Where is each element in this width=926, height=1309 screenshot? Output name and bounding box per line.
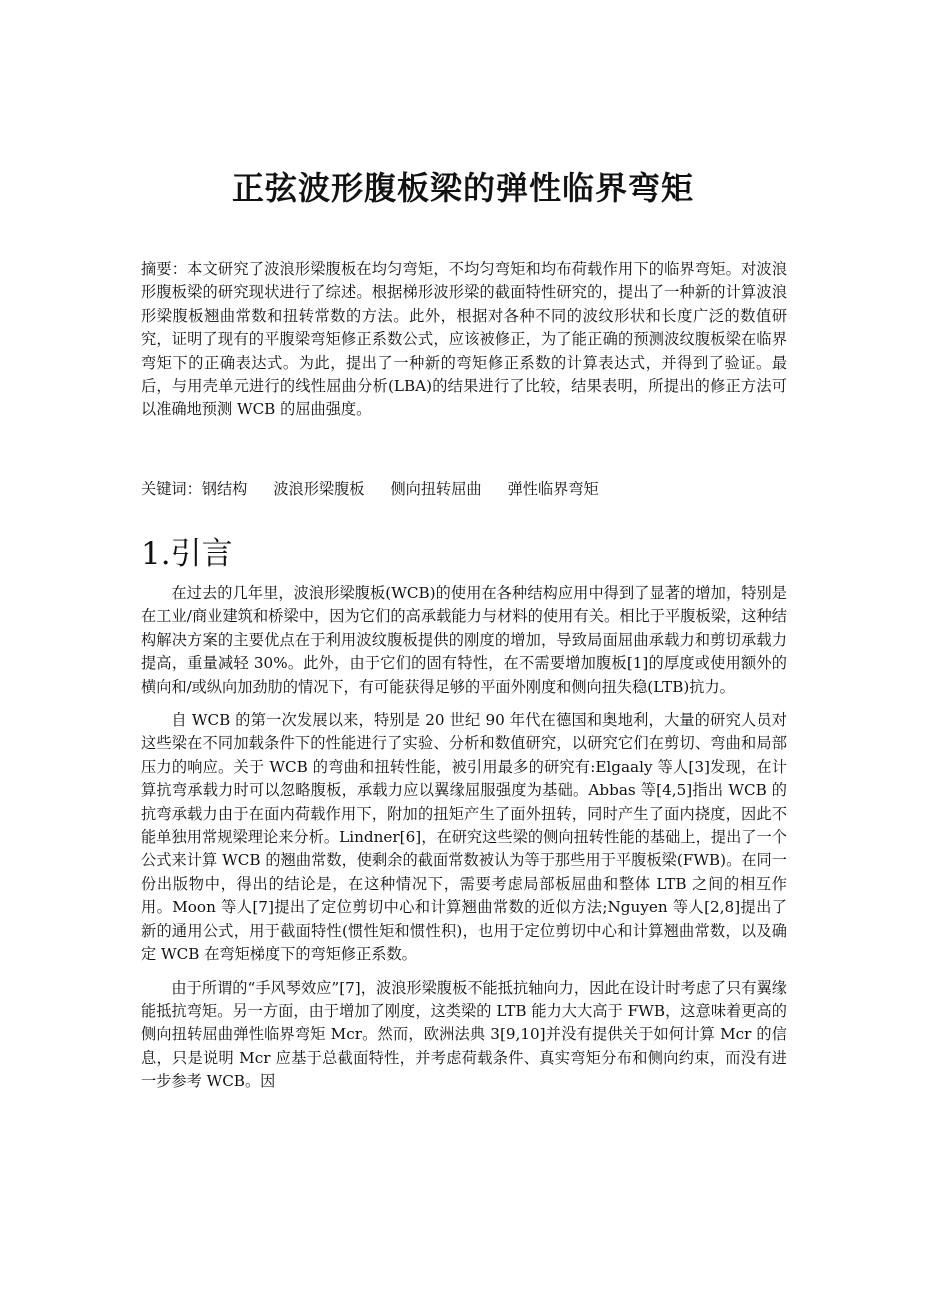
paper-title: 正弦波形腹板梁的弹性临界弯矩 [231,169,694,207]
body-paragraph: 在过去的几年里，波浪形梁腹板(WCB)的使用在各种结构应用中得到了显著的增加，特别是在工业/商业建筑和桥梁中，因为它们的高承载能力与材料的使用有关。相比于平腹板梁，这种结构解决方案的主要优点在于利用波纹腹板提供的刚度的增加，导致局面屈曲承载力和剪切承载力提高，重量减轻 30%。此外，由于它们的固有特性，在不需要增加腹板[1]的厚度或使用额外的横向和/或纵向加劲肋的情况下，有可能获得足够的平面外刚度和侧向扭失稳(LTB)抗力。 [141,584,787,696]
abstract: 摘要：本文研究了波浪形梁腹板在均匀弯矩，不均匀弯矩和均布荷载作用下的临界弯矩。对波浪形腹板梁的研究现状进行了综述。根据梯形波形梁的截面特性研究的，提出了一种新的计算波浪形梁腹板翘曲常数和扭转常数的方法。此外，根据对各种不同的波纹形状和长度广泛的数值研究，证明了现有的平腹梁弯矩修正系数公式，应该被修正，为了能正确的预测波纹腹板梁在临界弯矩下的正确表达式。为此，提出了一种新的弯矩修正系数的计算表达式，并得到了验证。最后，与用壳单元进行的线性屈曲分析(LBA)的结果进行了比较，结果表明，所提出的修正方法可以准确地预测 WCB 的屈曲强度。 [141,260,787,419]
keyword: 弹性临界弯矩 [507,480,599,498]
keyword: 波浪形梁腹板 [273,480,365,498]
keyword: 侧向扭转屈曲 [390,480,482,498]
keywords-label: 关键词： [141,480,202,498]
section-body [141,582,787,1104]
keywords [141,478,787,501]
keyword: 钢结构 [201,480,248,498]
section-heading: 1.引言 [141,536,233,572]
body-paragraph: 自 WCB 的第一次发展以来，特别是 20 世纪 90 年代在德国和奥地利，大量的研究人员对这些梁在不同加载条件下的性能进行了实验、分析和数值研究，以研究它们在剪切、弯曲和局部压力的响应。关于 WCB 的弯曲和扭转性能，被引用最多的研究有:Elgaaly 等人[3]发现，在计算抗弯承载力时可以忽略腹板，承载力应以翼缘屈服强度为基础。Abbas 等[4,5]指出 WCB 的抗弯承载力由于在面内荷载作用下，附加的扭矩产生了面外扭转，同时产生了面内挠度，因此不能单独用常规梁理论来分析。Lindner[6]，在研究这些梁的侧向扭转性能的基础上，提出了一个公式来计算 WCB 的翘曲常数，使剩余的截面常数被认为等于那些用于平腹板梁(FWB)。在同一份出版物中，得出的结论是，在这种情况下，需要考虑局部板屈曲和整体 LTB 之间的相互作用。Moon 等人[7]提出了定位剪切中心和计算翘曲常数的近似方法;Nguyen 等人[2,8]提出了新的通用公式，用于截面特性(惯性矩和惯性积)，也用于定位剪切中心和计算翘曲常数，以及确定 WCB 在弯矩梯度下的弯矩修正系数。 [141,711,787,964]
body-paragraph: 由于所谓的“手风琴效应”[7]，波浪形梁腹板不能抵抗轴向力，因此在设计时考虑了只有翼缘能抵抗弯矩。另一方面，由于增加了刚度，这类梁的 LTB 能力大大高于 FWB，这意味着更高的侧向扭转屈曲弹性临界弯矩 Mcr。然而，欧洲法典 3[9,10]并没有提供关于如何计算 Mcr 的信息，只是说明 Mcr 应基于总截面特性，并考虑荷载条件、真实弯矩分布和侧向约束，而没有进一步参考 WCB。因 [141,978,787,1091]
